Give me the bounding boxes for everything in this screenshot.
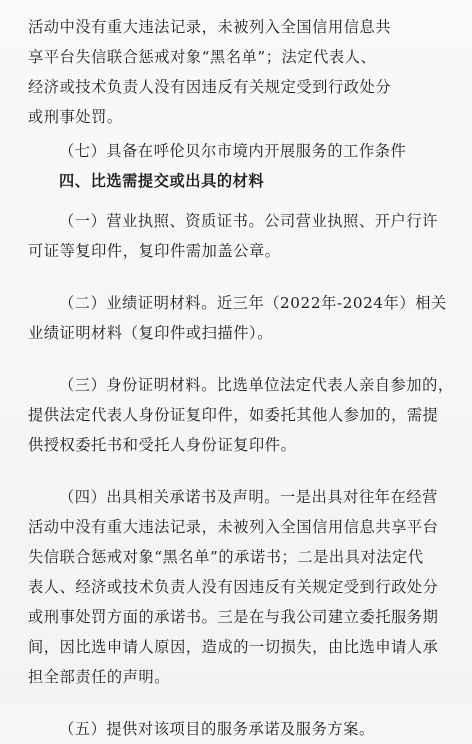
text-line: 失信联合惩戒对象“黑名单”的承诺书；二是出具对法定代 [28,548,424,566]
text-line: 经济或技术负责人没有因违反有关规定受到行政处分 [28,78,392,96]
text-line: 供授权委托书和受托人身份证复印件。 [28,436,297,454]
item-three [28,370,454,460]
text-line: 可证等复印件，复印件需加盖公章。 [28,242,281,260]
section-heading [28,166,450,196]
item-one [28,206,450,266]
section-title: 四、比选需提交或出具的材料 [59,172,265,190]
text-line: 业绩证明材料（复印件或扫描件）。 [28,324,273,342]
text-line: （一）营业执照、资质证书。公司营业执照、开户行许 [59,212,438,230]
text-line: （二）业绩证明材料。近三年（2022年-2024年）相关 [59,294,447,312]
text-line: 担全部责任的声明。 [28,668,171,686]
paragraph-continuation [28,12,450,132]
text-line: 活动中没有重大违法记录，未被列入全国信用信息共 [28,18,392,36]
text-line: 或刑事处罚。 [28,108,123,126]
item-seven [28,136,450,166]
text-line: （四）出具相关承诺书及声明。一是出具对往年在经营 [59,488,438,506]
text-line: 提供法定代表人身份证复印件，如委托其他人参加的，需提 [28,406,439,424]
item-two [28,288,450,348]
text-line: （三）身份证明材料。比选单位法定代表人亲自参加的， [59,376,454,394]
text-line: 表人、经济或技术负责人没有因违反有关规定受到行政处分 [28,578,439,596]
item-five [28,714,450,744]
text-line: （七）具备在呼伦贝尔市境内开展服务的工作条件 [59,142,407,160]
text-line: （五）提供对该项目的服务承诺及服务方案。 [59,720,375,738]
text-line: 间，因比选申请人原因，造成的一切损失，由比选申请人承 [28,638,439,656]
item-four [28,482,450,692]
text-line: 或刑事处罚方面的承诺书。三是在与我公司建立委托服务期 [28,608,439,626]
text-line: 享平台失信联合惩戒对象“黑名单”；法定代表人、 [28,48,377,66]
text-line: 活动中没有重大违法记录，未被列入全国信用信息共享平台 [28,518,439,536]
